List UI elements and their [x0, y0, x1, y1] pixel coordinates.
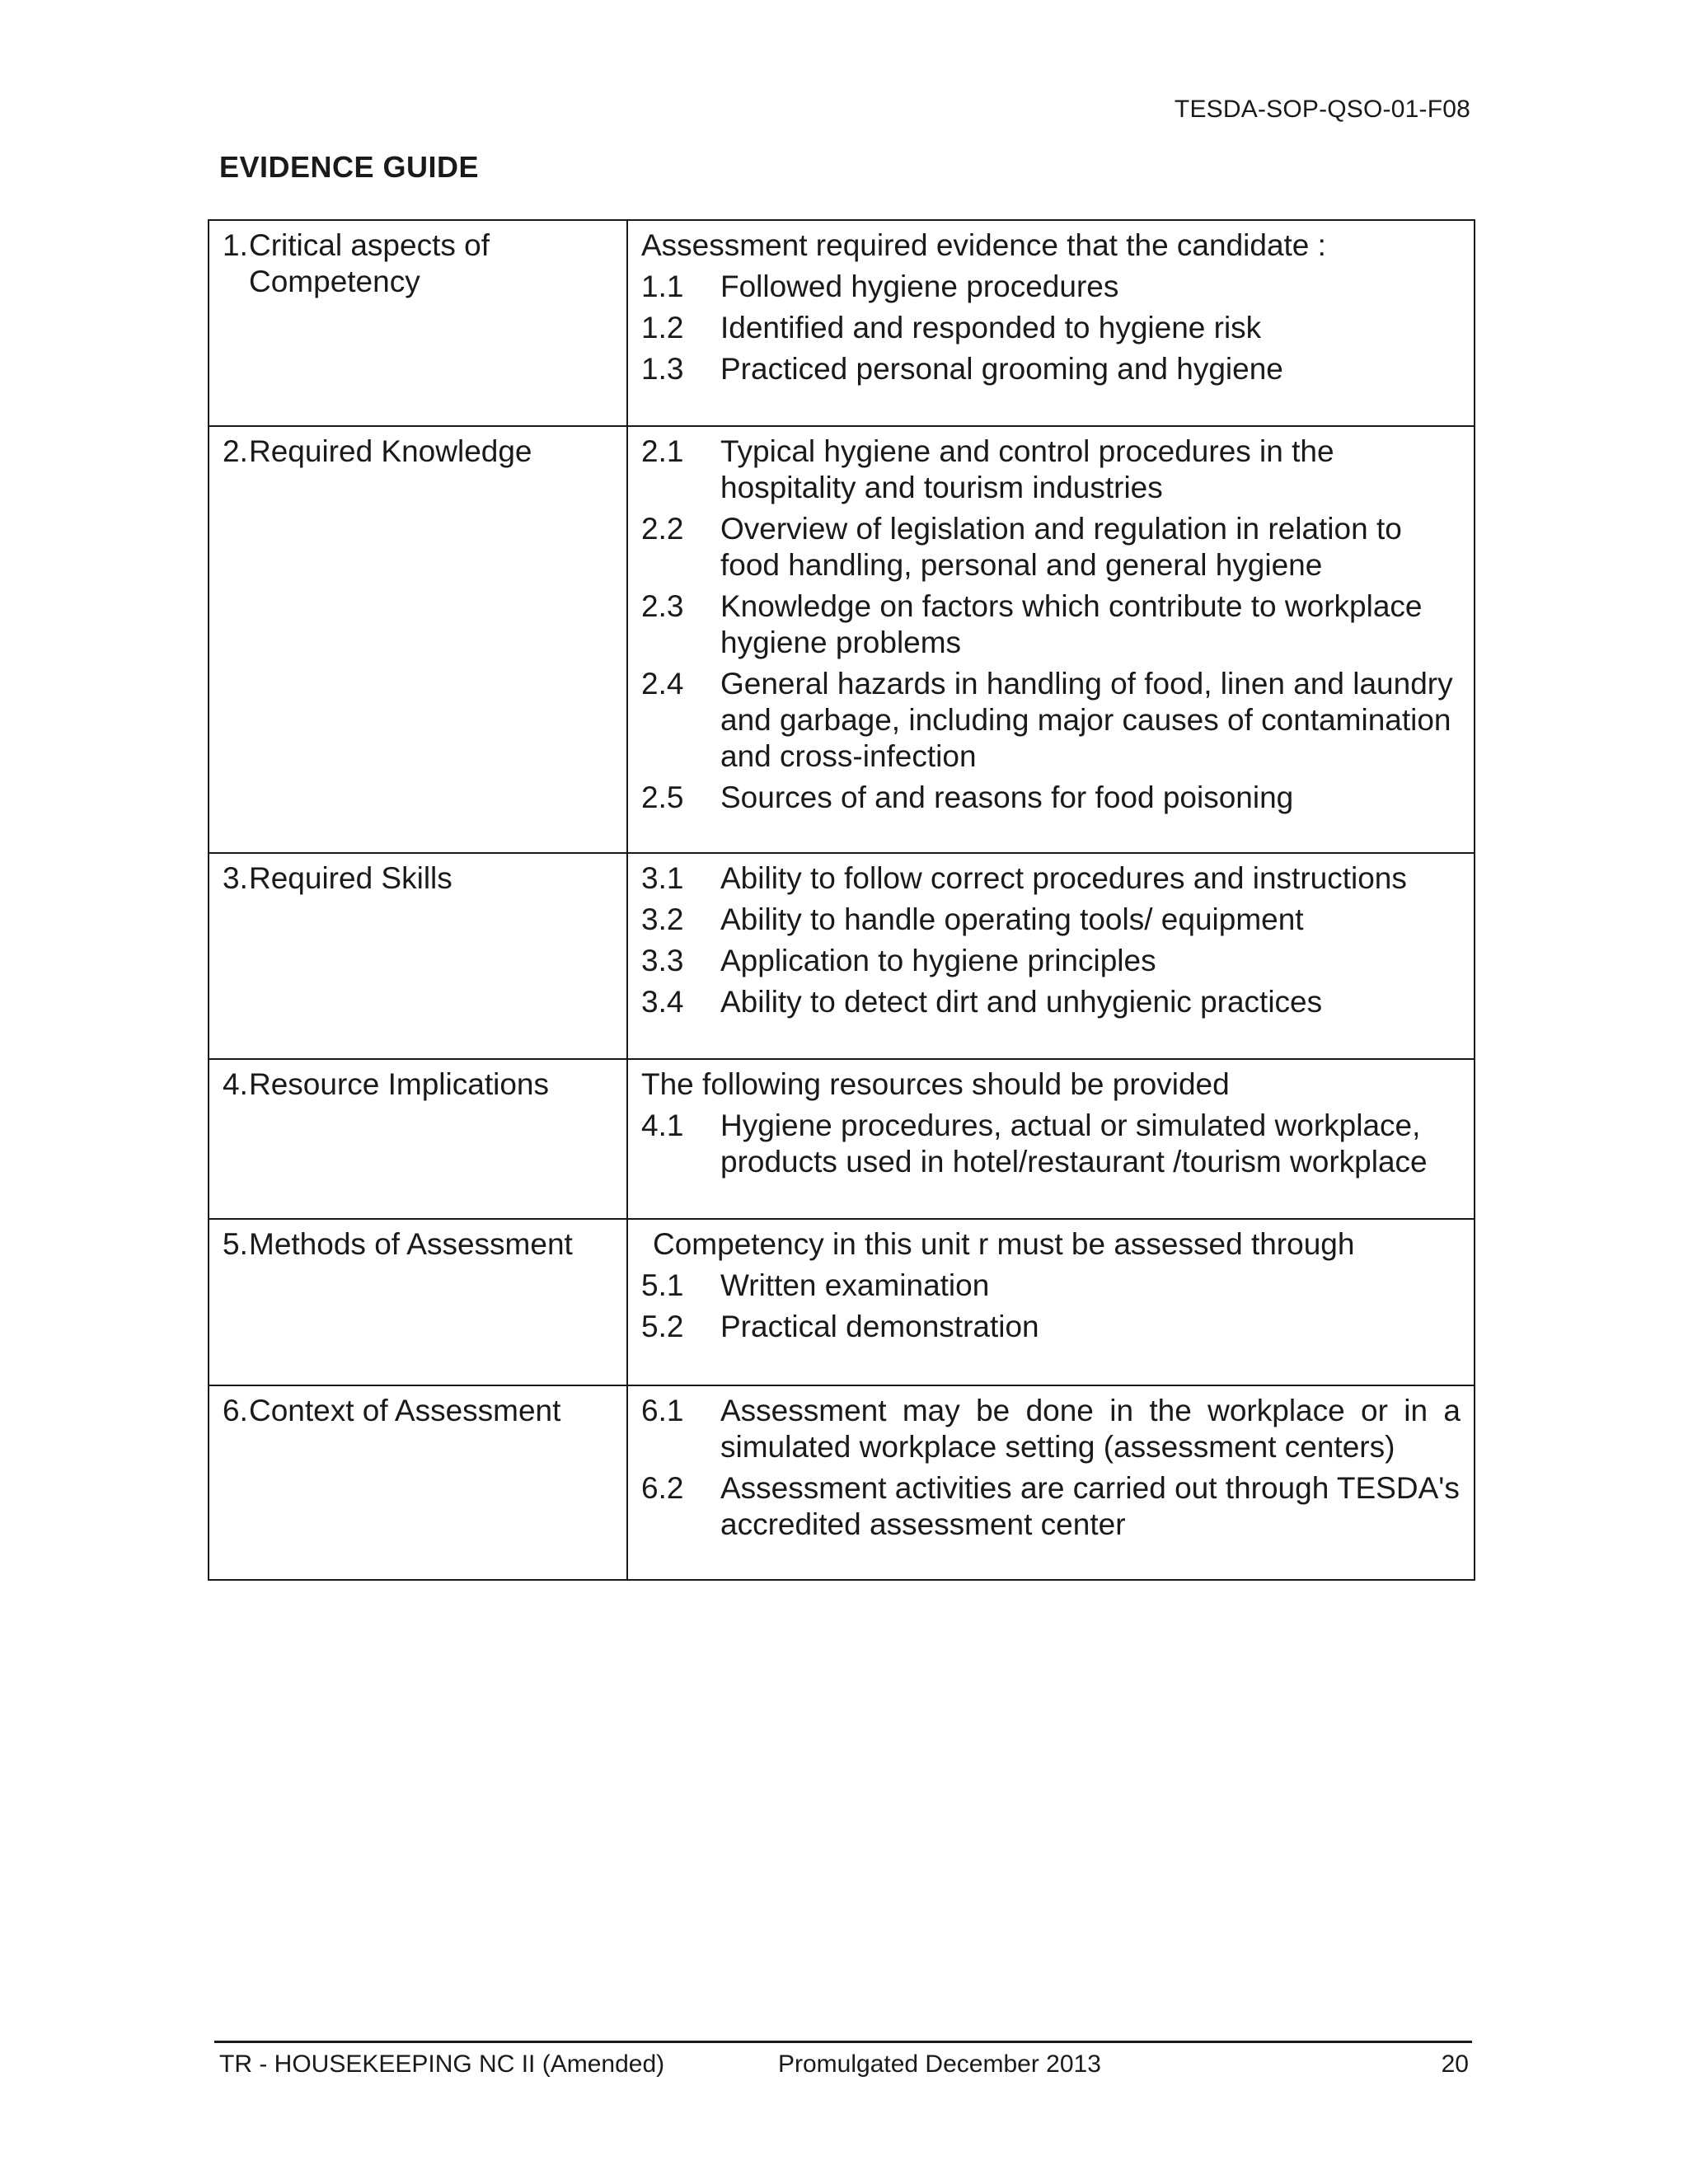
item-number: 3.3 — [641, 944, 684, 977]
list-item — [641, 269, 1461, 305]
list-item — [641, 1393, 1461, 1465]
item-text: Ability to handle operating tools/ equipment — [720, 902, 1304, 936]
item-number: 2.2 — [641, 512, 684, 546]
list-item — [641, 511, 1461, 583]
evidence-guide-table — [208, 219, 1475, 1581]
footer-document-name: TR - HOUSEKEEPING NC II (Amended) — [219, 2050, 665, 2078]
item-text: Assessment may be done in the workplace or in a simulated workplace setting (assessment centers) — [720, 1394, 1461, 1464]
row-intro: Assessment required evidence that the candidate : — [641, 228, 1326, 262]
item-number: 3.4 — [641, 985, 684, 1019]
document-code: TESDA-SOP-QSO-01-F08 — [1174, 96, 1470, 123]
row-number: 6. — [223, 1394, 248, 1427]
item-number: 1.3 — [641, 352, 684, 386]
item-number: 4.1 — [641, 1108, 684, 1142]
row-label-cell — [209, 1059, 627, 1219]
item-text: Ability to detect dirt and unhygienic practices — [720, 985, 1323, 1019]
list-item — [641, 1309, 1461, 1345]
row-label: Required Knowledge — [249, 434, 532, 468]
row-label: Methods of Assessment — [249, 1227, 573, 1261]
item-number: 3.2 — [641, 902, 684, 936]
row-label-cell — [209, 1219, 627, 1385]
list-item — [641, 351, 1461, 387]
row-label-cell — [209, 426, 627, 853]
list-item — [641, 666, 1461, 775]
row-label: Critical aspects of Competency — [249, 228, 490, 298]
list-item — [641, 984, 1461, 1020]
table-row — [209, 220, 1475, 426]
item-number: 6.2 — [641, 1471, 684, 1505]
row-content-cell — [627, 853, 1475, 1059]
item-text: Assessment activities are carried out through TESDA's accredited assessment center — [720, 1471, 1460, 1541]
table-row — [209, 1385, 1475, 1580]
item-text: Identified and responded to hygiene risk — [720, 311, 1262, 344]
row-label-cell — [209, 853, 627, 1059]
row-content-cell — [627, 1385, 1475, 1580]
row-number: 2. — [223, 434, 248, 468]
row-label-cell — [209, 1385, 627, 1580]
item-number: 3.1 — [641, 861, 684, 895]
list-item — [641, 860, 1461, 897]
item-text: Hygiene procedures, actual or simulated workplace, products used in hotel/restaurant /tourism workplace — [720, 1108, 1428, 1179]
row-label: Resource Implications — [249, 1067, 549, 1101]
table-row — [209, 1219, 1475, 1385]
item-text: Sources of and reasons for food poisoning — [720, 780, 1294, 814]
page-title: EVIDENCE GUIDE — [219, 150, 480, 184]
table-row — [209, 853, 1475, 1059]
item-text: Practical demonstration — [720, 1310, 1039, 1343]
item-text: General hazards in handling of food, linen and laundry and garbage, including major causes of contamination and cross-infection — [720, 667, 1453, 773]
list-item — [641, 588, 1461, 661]
item-text: Followed hygiene procedures — [720, 269, 1119, 303]
item-text: Typical hygiene and control procedures in the hospitality and tourism industries — [720, 434, 1334, 504]
row-label: Context of Assessment — [249, 1394, 561, 1427]
item-number: 1.1 — [641, 269, 684, 303]
row-intro: Competency in this unit r must be assessed through — [653, 1227, 1355, 1261]
item-number: 5.1 — [641, 1268, 684, 1302]
row-label-cell — [209, 220, 627, 426]
item-text: Practiced personal grooming and hygiene — [720, 352, 1283, 386]
item-number: 2.5 — [641, 780, 684, 814]
footer-promulgation-date: Promulgated December 2013 — [778, 2050, 1101, 2078]
row-content-cell — [627, 220, 1475, 426]
item-number: 6.1 — [641, 1394, 684, 1427]
list-item — [641, 1470, 1461, 1543]
row-number: 4. — [223, 1067, 248, 1101]
row-content-cell — [627, 1059, 1475, 1219]
row-number: 5. — [223, 1227, 248, 1261]
page-number: 20 — [1441, 2050, 1469, 2078]
item-text: Knowledge on factors which contribute to workplace hygiene problems — [720, 589, 1423, 659]
list-item — [641, 943, 1461, 979]
list-item — [641, 1268, 1461, 1304]
list-item — [641, 1108, 1461, 1180]
row-content-cell — [627, 426, 1475, 853]
item-number: 2.1 — [641, 434, 684, 468]
table-row — [209, 1059, 1475, 1219]
row-content-cell — [627, 1219, 1475, 1385]
list-item — [641, 434, 1461, 506]
item-text: Application to hygiene principles — [720, 944, 1156, 977]
item-number: 1.2 — [641, 311, 684, 344]
table-row — [209, 426, 1475, 853]
item-number: 2.4 — [641, 667, 684, 701]
item-number: 2.3 — [641, 589, 684, 623]
row-number: 3. — [223, 861, 248, 895]
row-intro: The following resources should be provided — [641, 1067, 1230, 1101]
footer-divider — [214, 2041, 1472, 2043]
item-text: Written examination — [720, 1268, 990, 1302]
item-number: 5.2 — [641, 1310, 684, 1343]
list-item — [641, 310, 1461, 346]
list-item — [641, 780, 1461, 816]
row-label: Required Skills — [249, 861, 452, 895]
item-text: Overview of legislation and regulation in relation to food handling, personal and general hygiene — [720, 512, 1402, 582]
list-item — [641, 902, 1461, 938]
item-text: Ability to follow correct procedures and instructions — [720, 861, 1407, 895]
row-number: 1. — [223, 228, 248, 262]
